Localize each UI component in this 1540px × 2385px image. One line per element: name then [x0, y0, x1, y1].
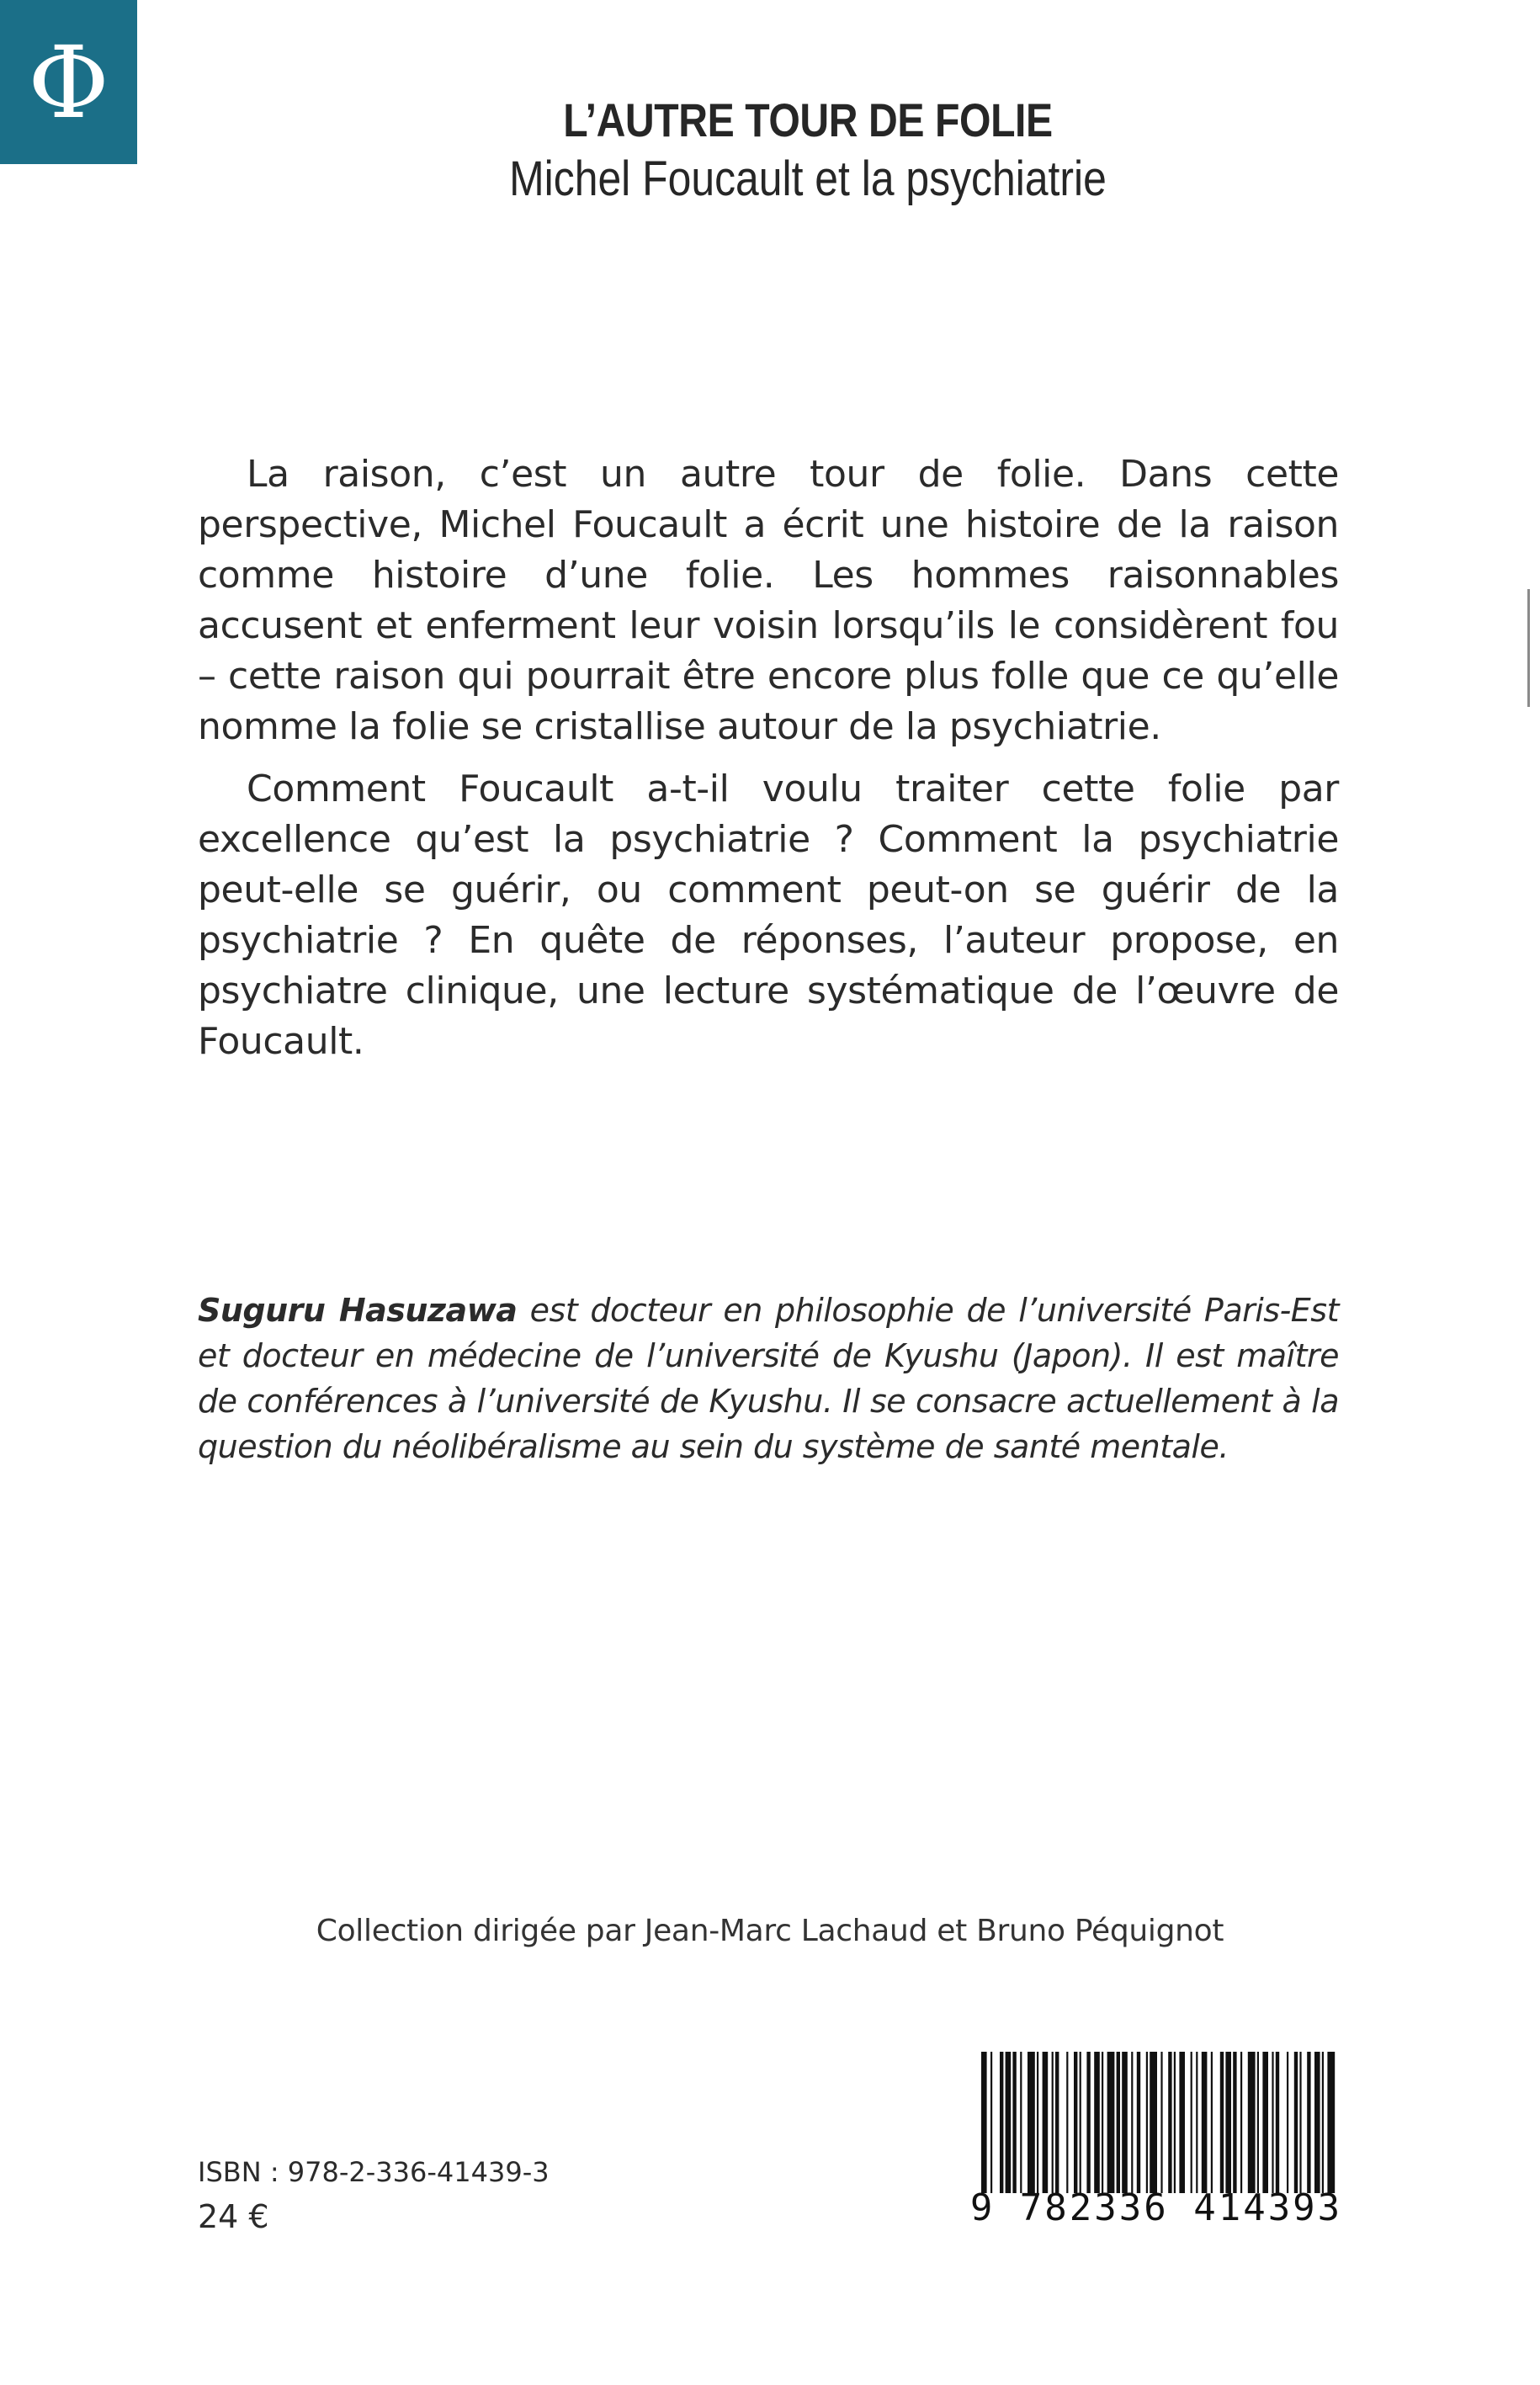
barcode-bar — [1272, 2052, 1273, 2193]
isbn-text: ISBN : 978-2-336-41439-3 — [198, 2156, 550, 2188]
barcode-bar — [1225, 2052, 1231, 2193]
barcode-bar — [1137, 2052, 1140, 2193]
barcode-bar — [981, 2052, 987, 2193]
barcode-bar — [1028, 2052, 1035, 2193]
barcode-bar — [1233, 2052, 1236, 2193]
blurb-paragraph-1: La raison, c’est un autre tour de folie. Dans cette perspective, Michel Foucault a écrit une histoire de la raison comme histoire d’une folie. Les hommes raisonnables accusent et enferment leur voisin lorsqu’ils le considèrent fou – cette raison qui pourrait être encore plus folle que ce qu’elle nomme la folie se cristallise autour de la psychiatrie. — [198, 453, 1339, 748]
author-bio-text: est docteur en philosophie de l’université Paris-Est et docteur en médecine de l’université de Kyushu (Japon). Il est maître de conférences à l’université de Kyushu. Il se consacre actuellement à la question du néolibéralisme au sein du système de santé mentale. — [198, 1292, 1339, 1465]
barcode-bar — [1276, 2052, 1279, 2193]
barcode-bar — [1257, 2052, 1259, 2193]
phi-logo-icon: Φ — [28, 24, 109, 141]
author-bio — [198, 1288, 1339, 1469]
barcode-bar — [1020, 2052, 1022, 2193]
barcode-bar — [1196, 2052, 1197, 2193]
barcode-bar — [1037, 2052, 1038, 2193]
barcode-bar — [1240, 2052, 1242, 2193]
author-name: Suguru Hasuzawa — [198, 1292, 518, 1329]
barcode-bar — [1080, 2052, 1081, 2193]
barcode-bar — [1327, 2052, 1335, 2193]
barcode-bar — [1314, 2052, 1320, 2193]
barcode-bar — [1107, 2052, 1115, 2193]
book-subtitle: Michel Foucault et la psychiatrie — [509, 151, 1107, 206]
barcode-bar — [1191, 2052, 1192, 2193]
barcode-bar — [1000, 2052, 1003, 2193]
barcode-bar — [1074, 2052, 1077, 2193]
barcode-bar — [1287, 2052, 1288, 2193]
barcode-bar — [1299, 2052, 1301, 2193]
barcode-bar — [1055, 2052, 1059, 2193]
spine-mark — [1527, 589, 1530, 707]
barcode-bar — [1117, 2052, 1120, 2193]
barcode-bar — [1294, 2052, 1298, 2193]
barcode-bar — [1307, 2052, 1310, 2193]
barcode-bar — [1052, 2052, 1054, 2193]
collection-credit: Collection dirigée par Jean-Marc Lachaud et Bruno Péquignot — [316, 1914, 1224, 1948]
barcode-bar — [1122, 2052, 1128, 2193]
barcode-bar — [1174, 2052, 1176, 2193]
barcode-bar — [1220, 2052, 1224, 2193]
barcode-bar — [1248, 2052, 1256, 2193]
barcode-bar — [1202, 2052, 1208, 2193]
blurb-paragraph-2: Comment Foucault a-t-il voulu traiter cette folie par excellence qu’est la psychiatrie ? Comment la psychiatrie peut-elle se guérir, ou comment peut-on se guérir de la psychiatrie ? En quête de réponses, l’auteur propose, en psychiatre clinique, une lecture systématique de l’œuvre de Foucault. — [198, 768, 1339, 1063]
barcode-bar — [990, 2052, 992, 2193]
barcode-bar — [1094, 2052, 1100, 2193]
back-cover-blurb — [198, 449, 1339, 1079]
book-title: L’AUTRE TOUR DE FOLIE — [563, 93, 1053, 146]
book-title-block — [0, 93, 1540, 207]
barcode-bar — [1179, 2052, 1185, 2193]
barcode-bar — [1131, 2052, 1133, 2193]
price-text: 24 € — [198, 2198, 269, 2235]
barcode-bar — [1102, 2052, 1103, 2193]
barcode-bar — [1006, 2052, 1012, 2193]
barcode-bar — [1066, 2052, 1068, 2193]
barcode-bar — [1168, 2052, 1171, 2193]
barcode-bar — [1150, 2052, 1157, 2193]
barcode-bar — [1322, 2052, 1324, 2193]
barcode-bar — [1211, 2052, 1213, 2193]
barcode-digits: 9 782336 414393 — [969, 2186, 1343, 2229]
barcode-bar — [1043, 2052, 1049, 2193]
barcode-bar — [1012, 2052, 1016, 2193]
barcode-bar — [1146, 2052, 1148, 2193]
barcode-bar — [1262, 2052, 1268, 2193]
barcode-bar — [1160, 2052, 1162, 2193]
barcode-bar — [1086, 2052, 1090, 2193]
